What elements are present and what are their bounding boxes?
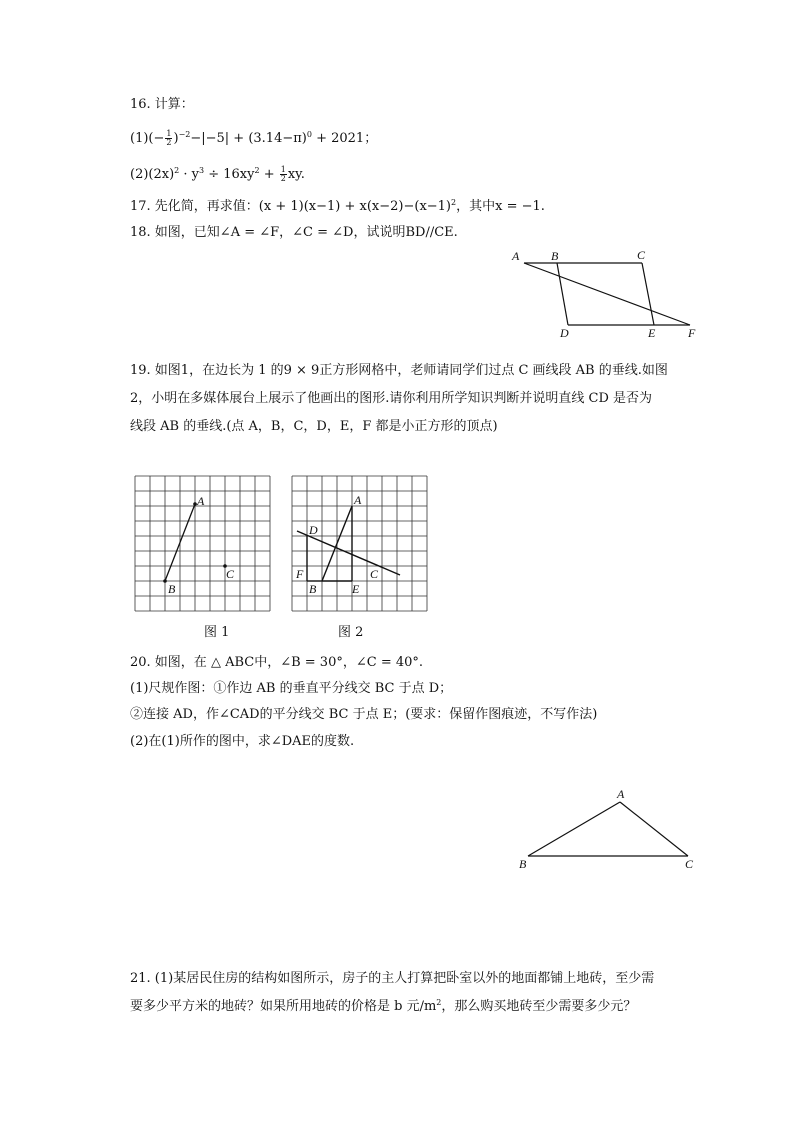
q16-p2-frac-num: 1 — [280, 165, 286, 174]
q19-fig2-label-a: A — [354, 493, 362, 507]
q16-p2-exp3: 2 — [254, 166, 260, 175]
q19-fig2-label-d: D — [309, 523, 318, 537]
q16-p2-exp1: 2 — [174, 166, 180, 175]
q19-fig1-point-b — [163, 579, 167, 583]
q16-p2-b: · y — [179, 167, 200, 182]
q21-line1: 21. (1)某居民住房的结构如图所示，房子的主人打算把卧室以外的地面都铺上地砖，至少需 — [130, 971, 655, 986]
q20-label-a: A — [617, 787, 625, 801]
q19-fig1-label-a: A — [197, 494, 205, 508]
q16-p1-exp2: 0 — [306, 130, 312, 139]
q19-figure2 — [282, 467, 442, 617]
q18-segment-af — [524, 263, 690, 325]
q18-label-b: B — [551, 249, 559, 263]
q16-p2-d: + — [259, 167, 279, 182]
q18-text: 18. 如图，已知∠A = ∠F，∠C = ∠D，试说明BD//CE. — [130, 225, 458, 240]
q16-p2-frac — [280, 166, 287, 183]
q16-p1-end: + 2021； — [311, 131, 378, 146]
q20-line1: 20. 如图，在 △ ABC中，∠B = 30°，∠C = 40°. — [130, 655, 424, 670]
q19-line1: 19. 如图1，在边长为 1 的9 × 9正方形网格中，老师请同学们过点 C 画线段 AB 的垂线.如图 — [130, 363, 668, 378]
q16-p1-close: ) — [173, 131, 179, 146]
q21-line2-a: 要多少平方米的地砖？如果所用地砖的价格是 b 元/m — [130, 999, 437, 1014]
q17-text — [130, 198, 545, 216]
q16-p2-c: ÷ 16xy — [204, 167, 255, 182]
q20-side-ac — [620, 802, 688, 856]
q16-p2-frac-den: 2 — [280, 174, 286, 183]
q21-line2-b: ，那么购买地砖至少需要多少元？ — [441, 999, 637, 1014]
q19-fig1-label-b: B — [168, 582, 176, 596]
q18-label-e: E — [648, 326, 656, 340]
q19-fig2-label-f: F — [296, 567, 304, 581]
q20-line4: (2)在(1)所作的图中，求∠DAE的度数. — [130, 734, 355, 749]
q21-line2 — [130, 998, 636, 1016]
q20-line3: ②连接 AD，作∠CAD的平分线交 BC 于点 E；(要求：保留作图痕迹，不写作法) — [130, 707, 598, 722]
q18-segment-bd — [557, 263, 568, 325]
q19-fig2-line-cd — [297, 531, 400, 575]
q16-p1-exp: −2 — [178, 130, 191, 139]
q18-label-f: F — [688, 326, 696, 340]
q21-line2-exp: 2 — [436, 998, 442, 1007]
q19-fig1-caption: 图 1 — [204, 625, 230, 640]
q19-fig2-label-c: C — [370, 567, 379, 581]
q20-label-b: B — [519, 857, 527, 871]
q16-p2-a: (2)(2x) — [130, 167, 175, 182]
q20-side-ab — [528, 802, 620, 856]
q18-label-a: A — [512, 249, 520, 263]
q19-fig2-label-e: E — [352, 582, 360, 596]
q16-p1-frac-den: 2 — [166, 138, 172, 147]
q16-p1-mid: −|−5| + (3.14−π) — [190, 131, 307, 146]
q18-segment-ce — [642, 263, 654, 325]
q19-fig2-caption: 图 2 — [338, 625, 364, 640]
q17-a: 17. 先化简，再求值：(x + 1)(x−1) + x(x−2)−(x−1) — [130, 199, 452, 214]
q16-p1-frac-num: 1 — [166, 129, 172, 138]
q16-title: 16. 计算： — [130, 97, 194, 112]
q19-fig2-label-b: B — [309, 582, 317, 596]
q16-part2 — [130, 166, 305, 184]
q20-line2: (1)尺规作图：①作边 AB 的垂直平分线交 BC 于点 D； — [130, 681, 453, 696]
q19-fig1-label-c: C — [226, 567, 235, 581]
q18-label-c: C — [637, 248, 646, 262]
q17-b: ，其中x = −1. — [456, 199, 545, 214]
q16-p1-frac — [165, 130, 172, 147]
q17-exp: 2 — [451, 198, 457, 207]
q19-line3: 线段 AB 的垂线.(点 A，B，C，D，E，F 都是小正方形的顶点) — [130, 419, 498, 434]
q19-line2: 2，小明在多媒体展台上展示了他画出的图形.请你利用所学知识判断并说明直线 CD 是否为 — [130, 391, 653, 406]
q16-part1 — [130, 130, 377, 148]
q20-triangle-figure — [510, 784, 710, 876]
q16-p2-e: xy. — [287, 167, 305, 182]
q19-figure1 — [125, 467, 285, 617]
q20-label-c: C — [685, 857, 694, 871]
q16-p1-open: (1)(− — [130, 131, 165, 146]
q18-figure — [500, 244, 720, 344]
q18-label-d: D — [560, 326, 569, 340]
q16-p2-exp2: 3 — [199, 166, 205, 175]
